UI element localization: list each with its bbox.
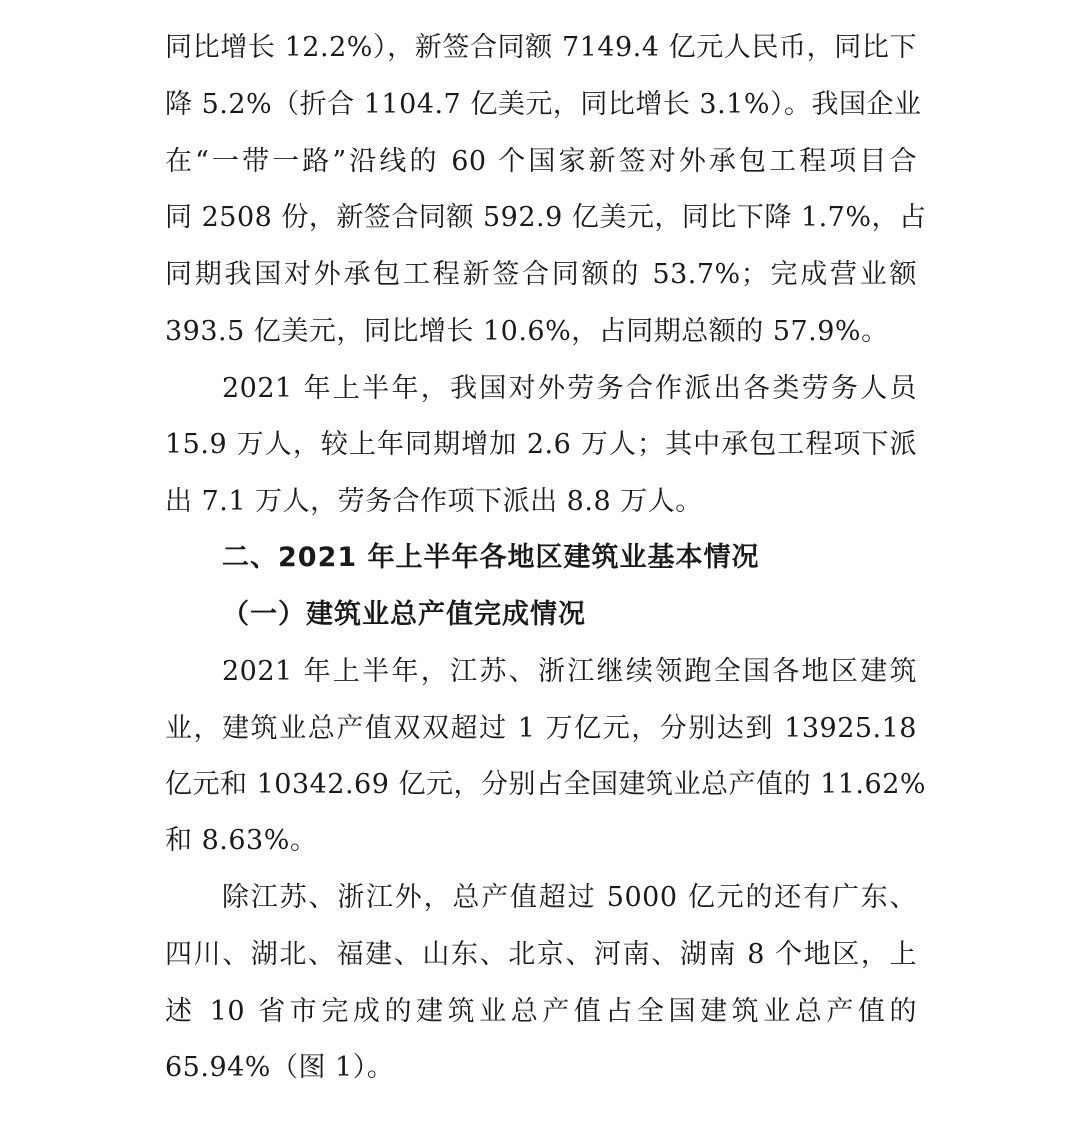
paragraph-3-line-2: 业，建筑业总产值双双超过 1 万亿元，分别达到 13925.18 — [165, 713, 917, 744]
paragraph-4-line-1: 除江苏、浙江外，总产值超过 5000 亿元的还有广东、 — [222, 882, 917, 913]
paragraph-3-line-4: 和 8.63%。 — [165, 825, 318, 856]
paragraph-2-line-1: 2021 年上半年，我国对外劳务合作派出各类劳务人员 — [222, 373, 917, 404]
paragraph-4-line-2: 四川、湖北、福建、山东、北京、河南、湖南 8 个地区，上 — [165, 939, 917, 970]
paragraph-1-line-6: 393.5 亿美元，同比增长 10.6%，占同期总额的 57.9%。 — [165, 316, 889, 347]
paragraph-2-line-2: 15.9 万人，较上年同期增加 2.6 万人；其中承包工程项下派 — [165, 429, 917, 460]
paragraph-2-line-3: 出 7.1 万人，劳务合作项下派出 8.8 万人。 — [165, 486, 703, 517]
subsection-heading: （一）建筑业总产值完成情况 — [222, 599, 586, 630]
paragraph-3-line-1: 2021 年上半年，江苏、浙江继续领跑全国各地区建筑 — [222, 656, 917, 687]
paragraph-1-line-2: 降 5.2%（折合 1104.7 亿美元，同比增长 3.1%）。我国企业 — [165, 89, 922, 120]
paragraph-4-line-4: 65.94%（图 1）。 — [165, 1052, 395, 1083]
paragraph-1-line-5: 同期我国对外承包工程新签合同额的 53.7%；完成营业额 — [165, 259, 917, 290]
section-heading: 二、2021 年上半年各地区建筑业基本情况 — [222, 542, 760, 573]
paragraph-1-line-3: 在“一带一路”沿线的 60 个国家新签对外承包工程项目合 — [165, 146, 917, 177]
paragraph-4-line-3: 述 10 省市完成的建筑业总产值占全国建筑业总产值的 — [165, 996, 917, 1027]
paragraph-1-line-1: 同比增长 12.2%），新签合同额 7149.4 亿元人民币，同比下 — [165, 32, 917, 63]
paragraph-3-line-3: 亿元和 10342.69 亿元，分别占全国建筑业总产值的 11.62% — [165, 769, 927, 800]
paragraph-1-line-4: 同 2508 份，新签合同额 592.9 亿美元，同比下降 1.7%，占 — [165, 202, 927, 233]
